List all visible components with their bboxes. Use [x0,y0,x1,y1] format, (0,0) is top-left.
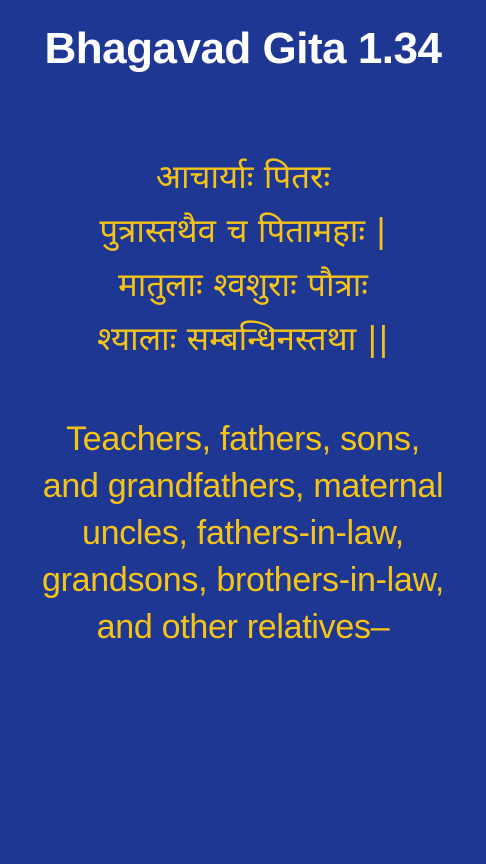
verse-line-2: पुत्रास्तथैव च पितामहाः | [99,211,387,250]
verse-line-1: आचार्याः पितरः [155,157,331,196]
translation-line-2: and grandfathers, maternal [42,467,444,505]
sanskrit-verse [0,150,486,366]
translation-line-5: and other relatives– [96,608,390,646]
page-title: Bhagavad Gita 1.34 [44,24,442,73]
translation-line-4: grandsons, brothers-in-law, [42,561,444,599]
translation-line-3: uncles, fathers-in-law, [82,514,404,552]
verse-line-4: श्यालाः सम्बन्धिनस्तथा || [97,319,389,358]
verse-line-3: मातुलाः श्वशुराः पौत्राः [118,265,368,304]
english-translation [0,416,486,651]
translation-line-1: Teachers, fathers, sons, [66,420,420,458]
